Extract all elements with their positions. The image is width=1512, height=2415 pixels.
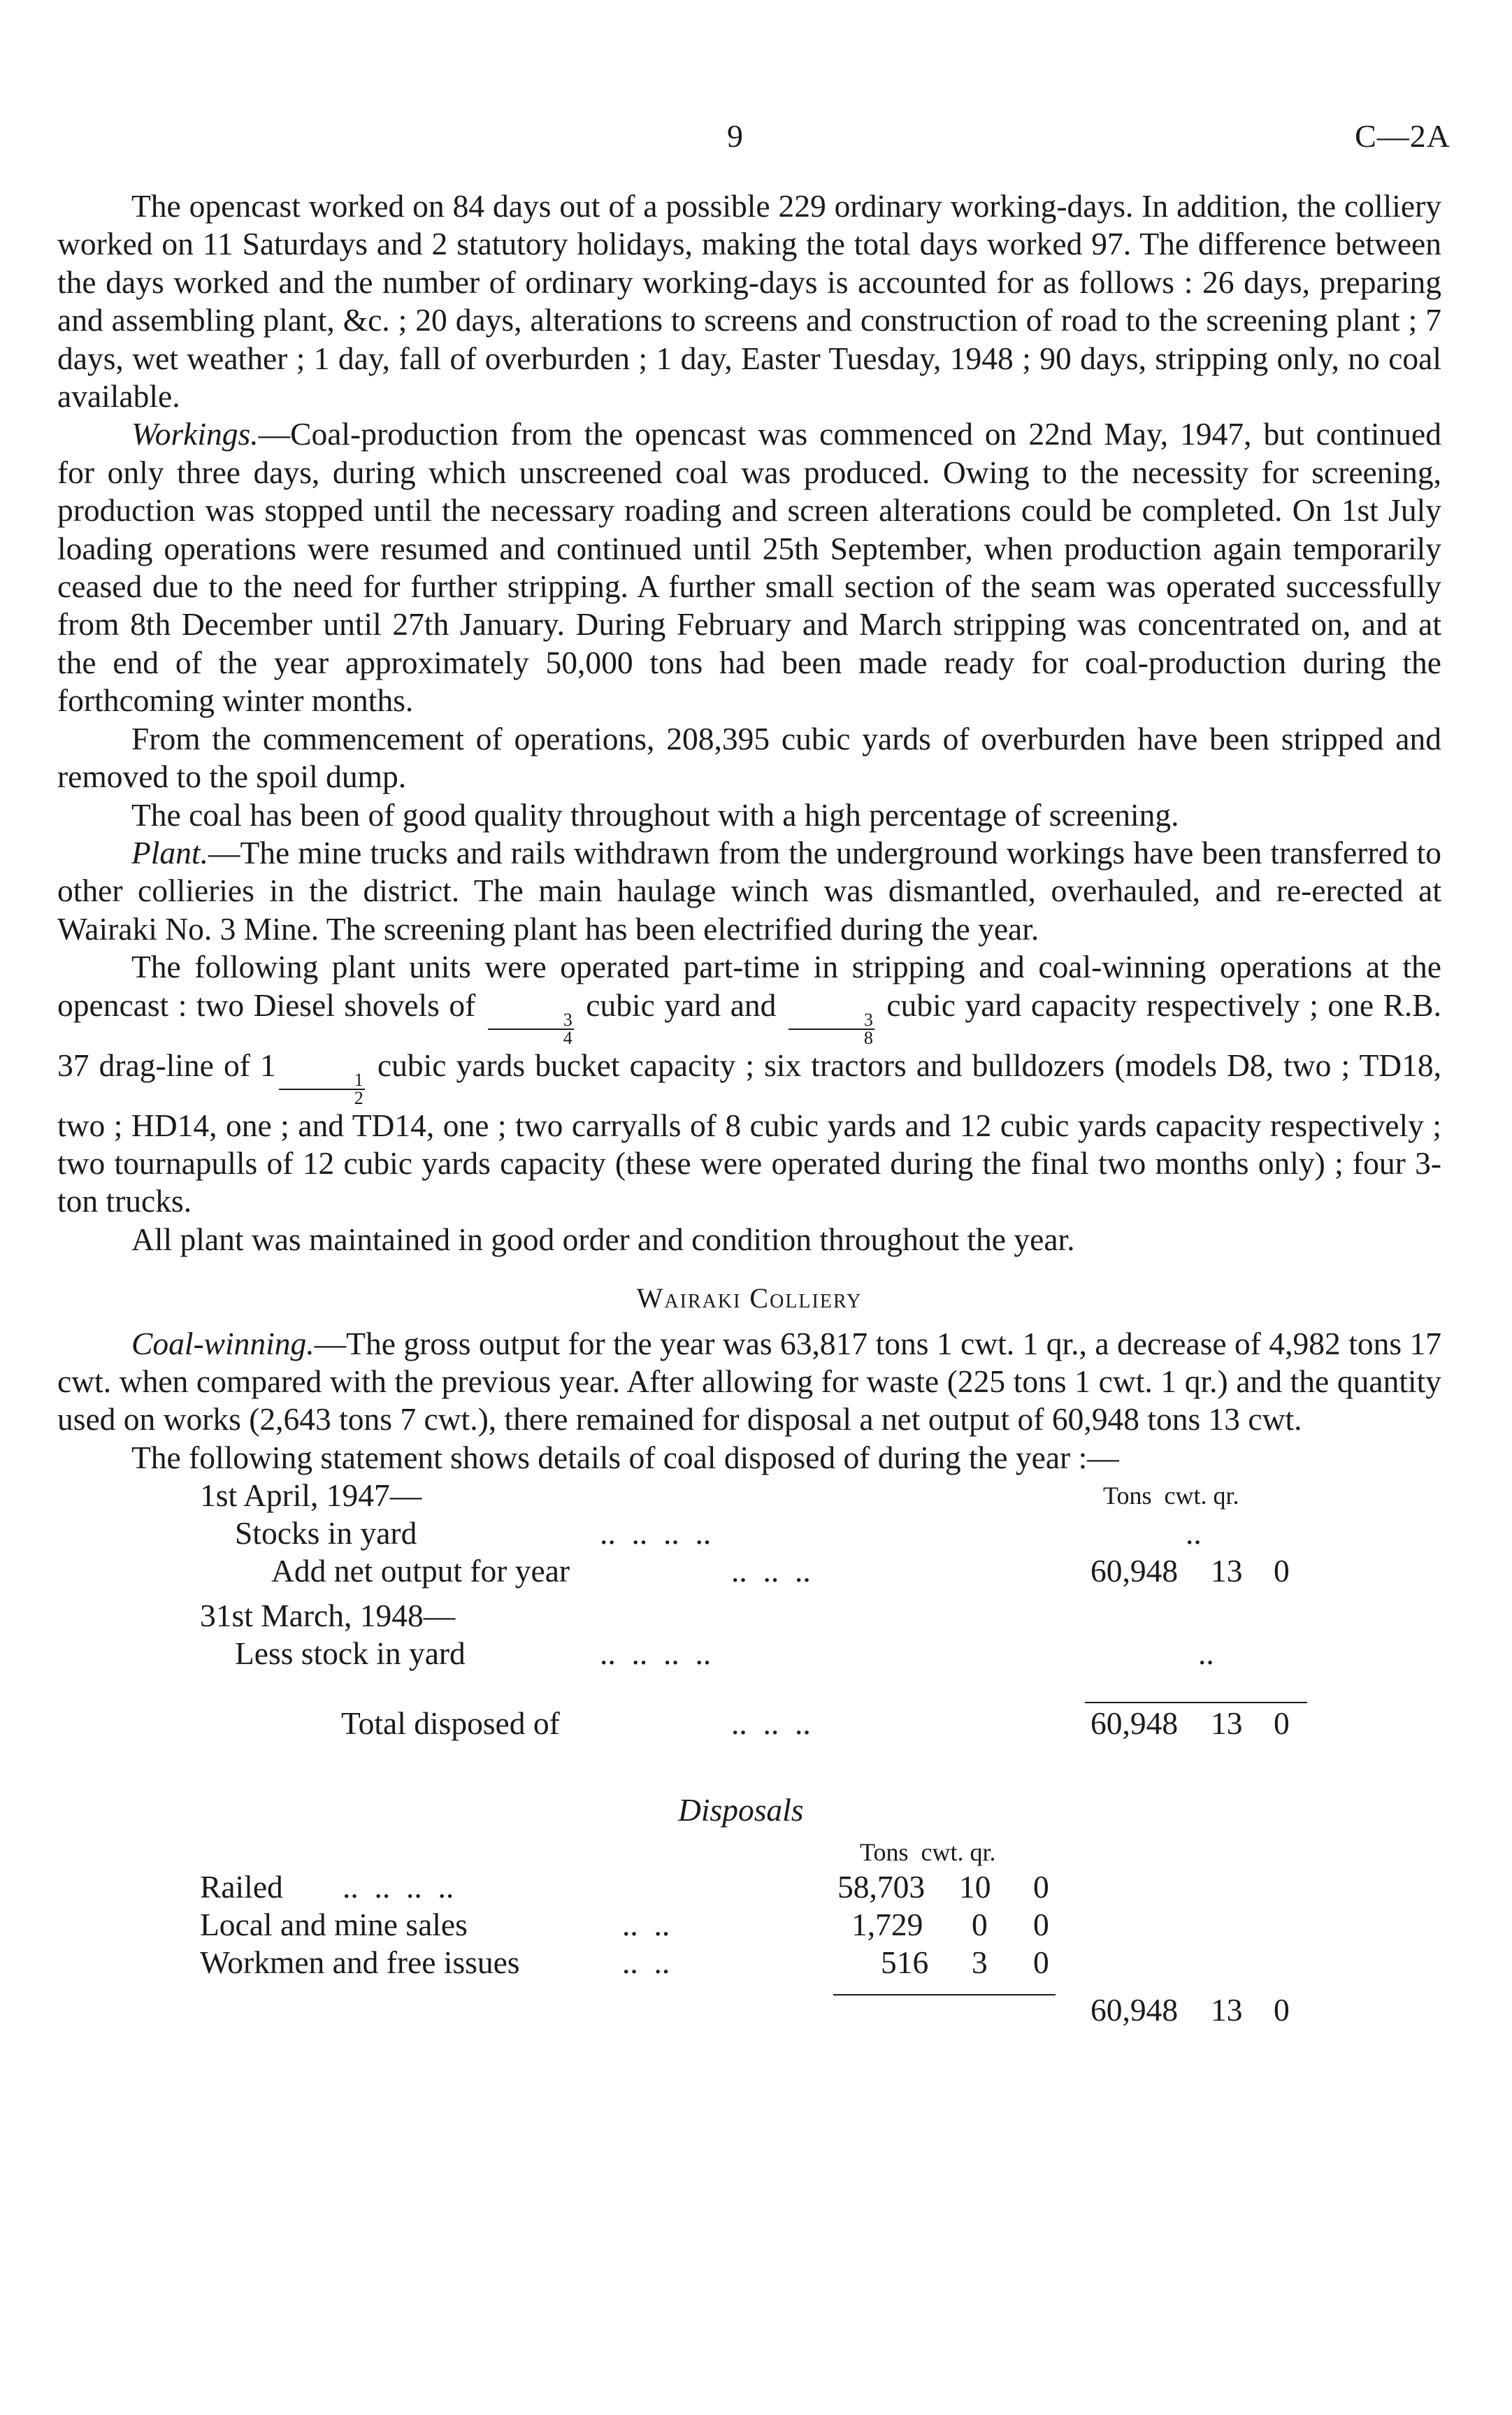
coal-winning-lead: Coal-winning. (131, 1325, 315, 1361)
page-header (0, 117, 1512, 159)
disposals-row (57, 1868, 1441, 1906)
statement-total-rule (1085, 1702, 1307, 1703)
plant-lead: Plant. (131, 834, 208, 870)
disposals-tons: 58,703 (837, 1869, 926, 1905)
statement-qr: 0 (1274, 1553, 1290, 1589)
statement-total-row (57, 1705, 1441, 1742)
plant-units-part2: cubic yard and (586, 987, 777, 1023)
statement-total-label: Total disposed of (341, 1705, 560, 1742)
document-body (57, 187, 1441, 2057)
disposals-row (57, 1906, 1441, 1944)
overburden-paragraph: From the commencement of operations, 208,395 cubic yards of overburden have been stripped and removed to the spoil dump. (57, 720, 1441, 795)
fraction-denominator: 4 (563, 1027, 573, 1048)
disposals-tons: 1,729 (851, 1907, 923, 1943)
statement-row (57, 1635, 1441, 1672)
document-reference: C—2A (1355, 118, 1450, 154)
disposals-total-row (57, 1991, 1441, 2029)
statement-header-row (57, 1597, 1441, 1635)
statement-intro: The following statement shows details of coal disposed of during the year :— (131, 1439, 1119, 1475)
statement-row-label: 31st March, 1948— (200, 1598, 456, 1634)
disposals-tons: 516 (881, 1944, 929, 1981)
statement-table (57, 1477, 1441, 1770)
leader-dots: .. .. .. .. (600, 1515, 712, 1552)
leader-dots: .. .. .. .. (600, 1635, 712, 1672)
fraction-numerator: 3 (488, 1012, 574, 1030)
disposals-qr: 0 (1033, 1869, 1049, 1905)
plant-units-paragraph (57, 948, 1441, 1221)
statement-column-header: Tons cwt. qr. (1103, 1482, 1239, 1510)
disposals-row-label: Railed (200, 1869, 283, 1905)
disposals-title: Disposals (678, 1792, 804, 1828)
disposals-total-tons: 60,948 (1090, 1992, 1179, 2028)
disposals-row-label: Workmen and free issues (200, 1944, 520, 1981)
disposals-row-label: Local and mine sales (200, 1907, 468, 1943)
disposals-row (57, 1944, 1441, 1982)
fraction-numerator: 1 (279, 1072, 365, 1090)
page-number: 9 (727, 118, 743, 154)
statement-row (57, 1514, 1441, 1552)
coal-winning-text: —The gross output for the year was 63,817 tons 1 cwt. 1 qr., a decrease of 4,982 tons 17 cwt. when compared with the previous year. After allowing for waste (225 tons 1 cwt. 1 qr.) and the quantity used on works (2,643 tons 7 cwt.), there remained for disposal a net output of 60,948 tons 13 cwt. (57, 1325, 1441, 1438)
disposals-table (57, 1791, 1441, 2057)
fraction-three-quarters (488, 1009, 574, 1048)
statement-value: .. (1186, 1515, 1202, 1552)
statement-total-tons: 60,948 (1090, 1705, 1179, 1742)
statement-value: .. (1198, 1635, 1214, 1672)
disposals-total-cwt: 13 (1211, 1992, 1243, 2028)
fraction-three-eighths (789, 1009, 874, 1048)
workings-paragraph (57, 415, 1441, 719)
maintenance-paragraph: All plant was maintained in good order and condition throughout the year. (131, 1221, 1075, 1257)
disposals-qr: 0 (1033, 1944, 1049, 1981)
statement-row (57, 1552, 1441, 1590)
statement-row-label: 1st April, 1947— (200, 1477, 422, 1514)
coal-winning-paragraph (57, 1325, 1441, 1439)
plant-paragraph (57, 834, 1441, 948)
leader-dots: .. .. (622, 1907, 670, 1943)
statement-tons: 60,948 (1090, 1553, 1179, 1589)
plant-units-part1: The following plant units were operated part-time in stripping and coal-winning operations at the opencast : two Diesel shovels of (57, 949, 1441, 1023)
disposals-total-qr: 0 (1274, 1992, 1290, 2028)
statement-row-label: Stocks in yard (235, 1515, 417, 1552)
plant-units-part3: cubic yard capacity respectively ; one R.B. 37 drag-line of 1 (57, 987, 1442, 1083)
fraction-denominator: 2 (354, 1087, 363, 1108)
wairaki-section-title: Wairaki Colliery (636, 1282, 863, 1314)
statement-cwt: 13 (1211, 1553, 1243, 1589)
workings-text: —Coal-production from the opencast was commenced on 22nd May, 1947, but continued for only three days, during which unscreened coal was produced. Owing to the necessity for screening, production was stopped until the necessary roading and screen alterations could be completed. On 1st July loading operations were resumed and continued until 25th September, when production again temporarily ceased due to the need for further stripping. A further small section of the seam was operated successfully from 8th December until 27th January. During February and March stripping was concentrated on, and at the end of the year approximately 50,000 tons had been made ready for coal-production during the forthcoming winter months. (57, 416, 1441, 719)
statement-row-label: Less stock in yard (235, 1635, 466, 1672)
disposals-cwt: 3 (972, 1944, 988, 1981)
disposals-cwt: 0 (972, 1907, 988, 1943)
fraction-one-half (279, 1069, 365, 1108)
statement-total-qr: 0 (1274, 1705, 1290, 1742)
disposals-qr: 0 (1033, 1907, 1049, 1943)
leader-dots: .. .. .. .. (343, 1869, 454, 1905)
statement-header-row (57, 1477, 1441, 1514)
leader-dots: .. .. (622, 1944, 670, 1981)
plant-text: —The mine trucks and rails withdrawn from the underground workings have been transferred to other collieries in the district. The main haulage winch was dismantled, overhauled, and re-erected at Wairaki No. 3 Mine. The screening plant has been electrified during the year. (57, 834, 1441, 947)
leader-dots: .. .. .. (731, 1705, 811, 1742)
disposals-column-header: Tons cwt. qr. (860, 1838, 996, 1867)
workings-lead: Workings. (131, 416, 259, 452)
opencast-days-paragraph: The opencast worked on 84 days out of a possible 229 ordinary working-days. In addition, the colliery worked on 11 Saturdays and 2 statutory holidays, making the total days worked 97. The difference between the days worked and the number of ordinary working-days is accounted for as follows : 26 days, preparing and assembling plant, &c. ; 20 days, alterations to screens and construction of road to the screening plant ; 7 days, wet weather ; 1 day, fall of overburden ; 1 day, Easter Tuesday, 1948 ; 90 days, stripping only, no coal available. (57, 188, 1441, 415)
statement-row-label: Add net output for year (271, 1553, 570, 1589)
quality-paragraph: The coal has been of good quality throughout with a high percentage of screening. (131, 796, 1179, 833)
statement-total-cwt: 13 (1211, 1705, 1243, 1742)
fraction-denominator: 8 (863, 1027, 873, 1048)
plant-units-part4: cubic yards bucket capacity ; six tractors and bulldozers (models D8, two ; TD18, two ; HD14, one ; and TD14, one ; two carryalls of 8 cubic yards and 12 cubic yards capacity respectively ; two tournapulls of 12 cubic yards capacity (these were operated during the final two months only) ; four 3-ton trucks. (57, 1047, 1441, 1219)
fraction-numerator: 3 (789, 1012, 874, 1030)
leader-dots: .. .. .. (731, 1553, 811, 1589)
disposals-cwt: 10 (959, 1869, 991, 1905)
